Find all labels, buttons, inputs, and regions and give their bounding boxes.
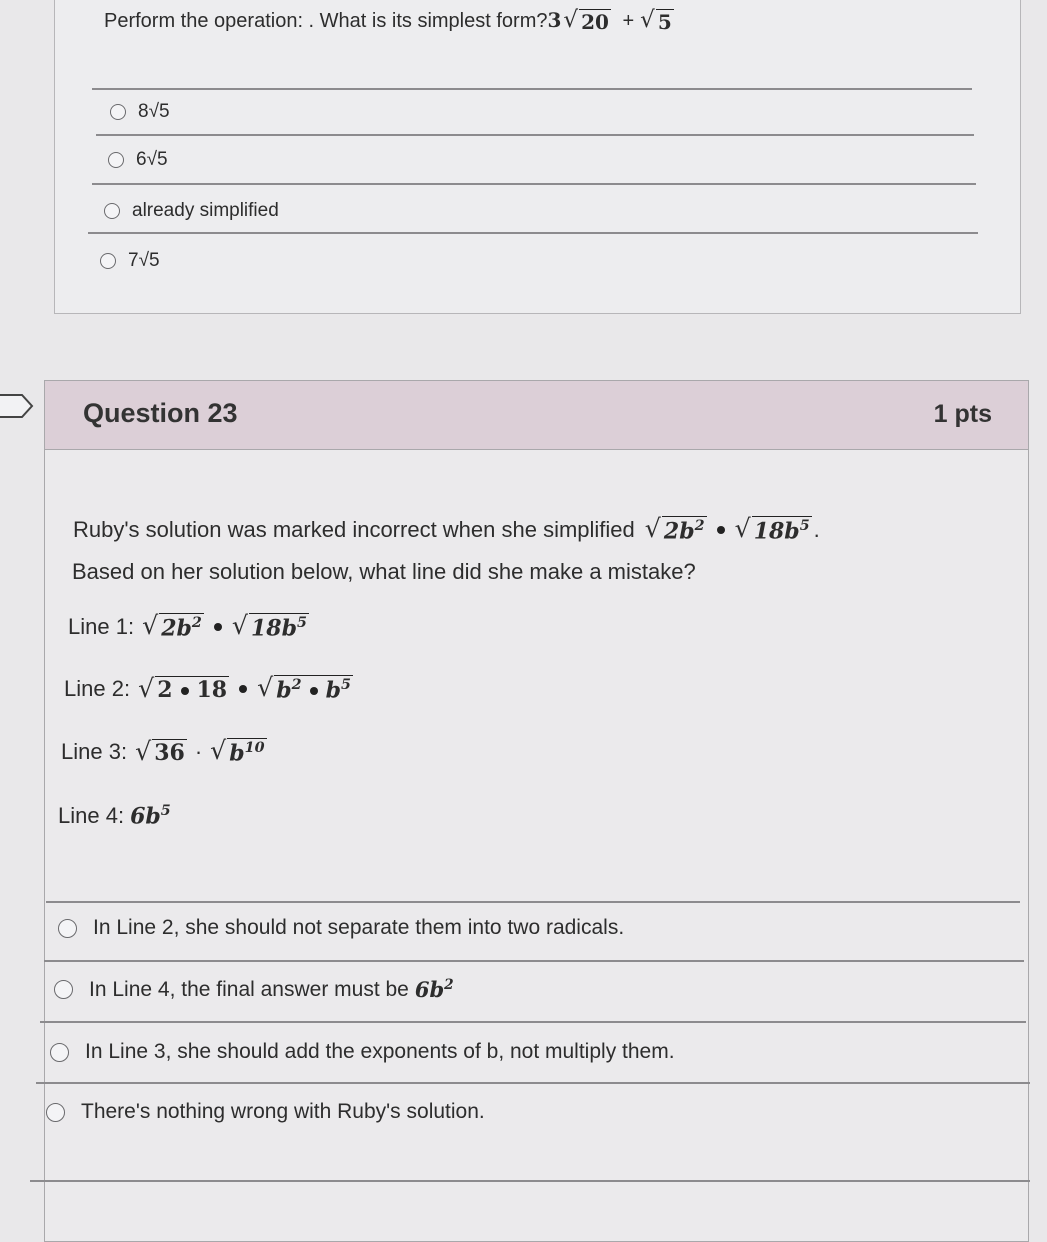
question-intro: Ruby's solution was marked incorrect when she simplified √ $2b^2$ √ $18b^5$ . (73, 514, 820, 545)
divider (92, 88, 972, 90)
solution-line-2: Line 2: √ 2 18 √ $b^2$ $b^5$ (64, 673, 351, 704)
previous-question-card (54, 0, 1021, 314)
answer-option-1[interactable]: In Line 2, she should not separate them into two radicals. (58, 916, 624, 940)
solution-line-1: Line 1: √ $2b^2$ √ $18b^5$ (68, 611, 307, 642)
radio-icon[interactable] (104, 203, 120, 219)
question-header (45, 381, 1028, 450)
radio-icon[interactable] (108, 152, 124, 168)
answer-option-3[interactable]: In Line 3, she should add the exponents of b, not multiply them. (50, 1040, 675, 1064)
answer-option-2[interactable]: In Line 4, the final answer must be $6b^2$ (54, 977, 454, 1002)
radio-icon[interactable] (46, 1103, 65, 1122)
divider (96, 134, 974, 136)
divider (40, 1021, 1026, 1023)
divider (46, 901, 1020, 903)
sqrt-2b2: √ $2b^2$ (644, 514, 705, 545)
divider (44, 960, 1024, 962)
multiply-dot-icon (181, 687, 189, 695)
solution-line-3: Line 3: √ 36 · √ $b^{10}$ (61, 736, 265, 767)
prev-option-4[interactable]: 7√5 (100, 250, 160, 272)
radio-icon[interactable] (110, 104, 126, 120)
radio-icon[interactable] (54, 980, 73, 999)
radio-icon[interactable] (58, 919, 77, 938)
bookmark-flag-icon[interactable] (0, 393, 34, 419)
multiply-dot-icon (239, 685, 247, 693)
solution-line-4: Line 4: $6b^5$ (58, 803, 171, 830)
sqrt-5: √ 5 (640, 7, 672, 34)
prev-option-1[interactable]: 8√5 (110, 101, 170, 123)
radio-icon[interactable] (50, 1043, 69, 1062)
divider (36, 1082, 1030, 1084)
answer-option-4[interactable]: There's nothing wrong with Ruby's solution. (46, 1100, 485, 1124)
divider (88, 232, 978, 234)
divider (92, 183, 976, 185)
radio-icon[interactable] (100, 253, 116, 269)
prev-option-3[interactable]: already simplified (104, 200, 279, 222)
divider (30, 1180, 1030, 1182)
sqrt-20: √ 20 (563, 7, 609, 34)
previous-question-prompt: Perform the operation: . What is its simplest form?3 √ 20 + √ 5 (104, 7, 672, 34)
multiply-dot-icon (310, 687, 318, 695)
prev-option-2[interactable]: 6√5 (108, 149, 168, 171)
sqrt-18b5: √ $18b^5$ (734, 514, 810, 545)
question-prompt: Based on her solution below, what line did she make a mistake? (72, 559, 696, 584)
question-title: Question 23 (83, 398, 238, 428)
multiply-dot-icon (717, 526, 725, 534)
multiply-dot-icon (214, 623, 222, 631)
question-points: 1 pts (933, 400, 992, 428)
